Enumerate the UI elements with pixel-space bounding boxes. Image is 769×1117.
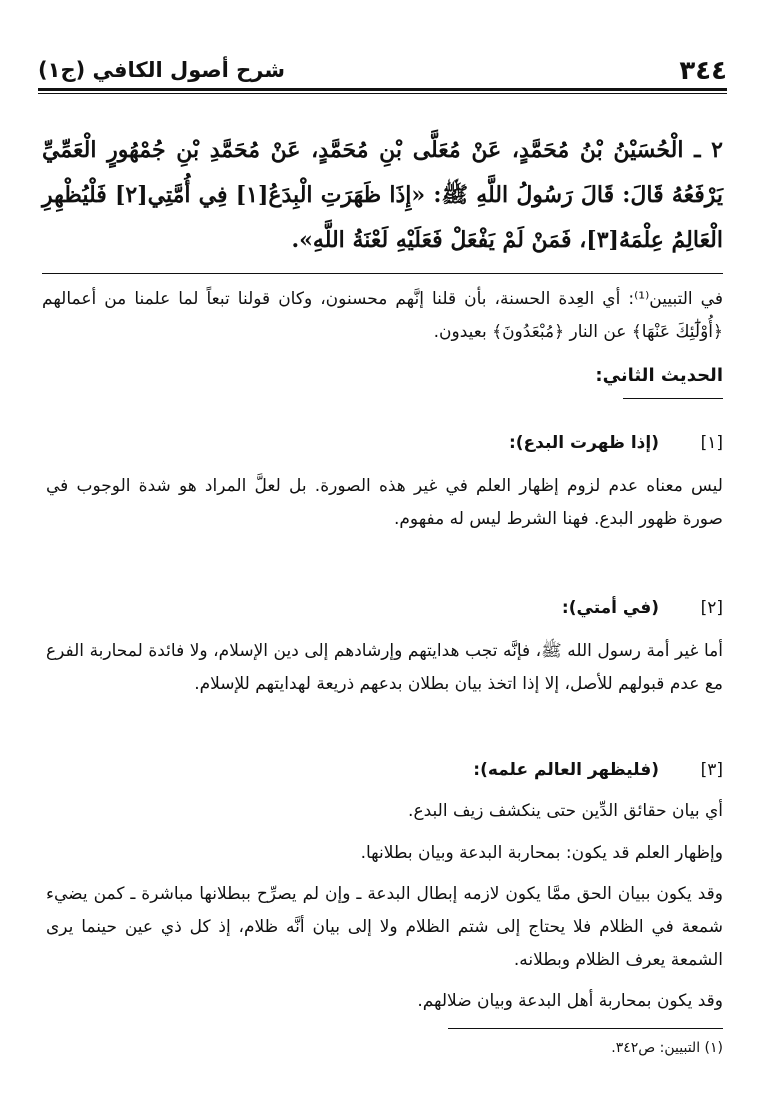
page-number: ٣٤٤: [679, 56, 727, 86]
note-paragraph: وقد يكون بمحاربة أهل البدعة وبيان ضلالهم.: [417, 991, 723, 1011]
note-paragraph: أي بيان حقائق الدِّين حتى ينكشف زيف البدع.: [408, 801, 723, 821]
tabyin-commentary: في التبيين⁽¹⁾: أي العِدة الحسنة، بأن قلنا إنَّهم محسنون، وكان قولنا تبعاً لما علمنا من أعمالهم ﴿أُوْلَٰٓئِكَ عَنْهَا﴾ عن النار ﴿مُبْعَدُونَ﴾ بعيدون.: [42, 289, 723, 342]
footnote: (١) التبيين: ص٣٤٢.: [611, 1040, 723, 1056]
note-paragraph: أما غير أمة رسول الله ﷺ، فإنَّه تجب هدايتهم وإرشادهم إلى دين الإسلام، ولا فائدة لمحاربة الفرع مع عدم قبولهم للأصل، إلا إذا اتخذ بيان بطلان بدعهم ذريعة لهدايتهم للإسلام.: [46, 641, 723, 694]
section-title: الحديث الثاني:: [595, 365, 723, 386]
note-paragraph: وقد يكون ببيان الحق ممَّا يكون لازمه إبطال البدعة ـ وإن لم يصرِّح ببطلانها مباشرة ـ كمن يضيء شمعة في الظلام فلا يحتاج إلى شتم الظلام ولا إلى بيان أنَّه ظلام، إذ كل ذي عين حينما يرى الشمعة يعرف الظلام وبطلانه.: [46, 884, 723, 970]
note-number: [١]: [700, 433, 723, 453]
note-number: [٢]: [700, 598, 723, 618]
note-label: (إذا ظهرت البدع):: [508, 433, 659, 453]
note-label: (في أمتي):: [561, 598, 659, 618]
note-heading: [46, 598, 723, 628]
note-paragraph: ليس معناه عدم لزوم إظهار العلم في غير هذه الصورة. بل لعلَّ المراد هو شدة الوجوب في صورة ظهور البدع. فهنا الشرط ليس له مفهوم.: [46, 476, 723, 529]
note-heading: [46, 433, 723, 463]
header-rule: [38, 88, 727, 91]
header-rule-thin: [38, 93, 727, 94]
hadith-text: ٢ ـ الْحُسَيْنُ بْنُ مُحَمَّدٍ، عَنْ مُعَلَّى بْنِ مُحَمَّدٍ، عَنْ مُحَمَّدِ بْنِ جُمْهُورٍ الْعَمِّيِّ يَرْفَعُهُ قَالَ: قَالَ رَسُولُ اللَّهِ ﷺ: «إِذَا ظَهَرَتِ الْبِدَعُ[١] فِي أُمَّتِي[٢] فَلْيُظْهِرِ الْعَالِمُ عِلْمَهُ[٣]، فَمَنْ لَمْ يَفْعَلْ فَعَلَيْهِ لَعْنَةُ اللَّهِ».: [42, 137, 724, 253]
running-title: شرح أصول الكافي (ج١): [38, 58, 286, 82]
hadith-separator: [42, 273, 723, 274]
note-heading: [46, 760, 723, 790]
page-header: [38, 54, 727, 90]
note-number: [٣]: [700, 760, 723, 780]
note-label: (فليظهر العالم علمه):: [473, 760, 659, 780]
footnote-separator: [448, 1028, 723, 1029]
section-title-underline: [623, 398, 723, 399]
note-paragraph: وإظهار العلم قد يكون: بمحاربة البدعة وبيان بطلانها.: [360, 843, 723, 863]
